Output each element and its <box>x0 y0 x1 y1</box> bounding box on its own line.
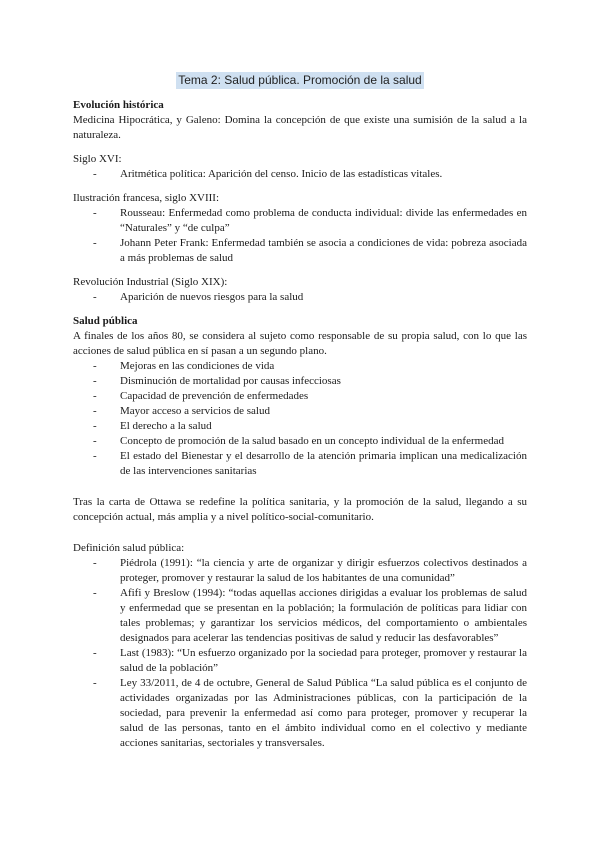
list-item: - Mayor acceso a servicios de salud <box>73 404 527 419</box>
list-item: - Piédrola (1991): “la ciencia y arte de organizar y dirigir esfuerzos colectivos destinados a proteger, promover y restaurar la salud de los habitantes de una comunidad” <box>73 556 527 586</box>
list-item: - Rousseau: Enfermedad como problema de conducta individual: divide las enfermedades en “Naturales” y “de culpa” <box>73 206 527 236</box>
paragraph-finales-80: A finales de los años 80, se considera al sujeto como responsable de su propia salud, con lo que las acciones de salud pública en sí pasan a un segundo plano. <box>73 330 527 357</box>
list-item: - Last (1983): “Un esfuerzo organizado por la sociedad para proteger, promover y restaurar la salud de la población” <box>73 646 527 676</box>
list-item: - Capacidad de prevención de enfermedades <box>73 389 527 404</box>
list-item: - Aritmética política: Aparición del censo. Inicio de las estadísticas vitales. <box>73 167 527 182</box>
list-item: - Johann Peter Frank: Enfermedad también se asocia a condiciones de vida: pobreza asociada a más problemas de salud <box>73 236 527 266</box>
list-item: - Aparición de nuevos riesgos para la salud <box>73 290 527 305</box>
list-item: - Disminución de mortalidad por causas infecciosas <box>73 374 527 389</box>
heading-salud-publica: Salud pública <box>73 315 138 327</box>
list-item: - Afifi y Breslow (1994): “todas aquellas acciones dirigidas a evaluar los problemas de salud y enfermedad que se presentan en la población; la formulación de políticas para lidiar con tales problemas; y garantizar los servicios médicos, del comportamiento o ambientales designados para acelerar las tendencias positivas de salud y reducir las desfavorables” <box>73 586 527 646</box>
list-item: - Concepto de promoción de la salud basado en un concepto individual de la enfermedad <box>73 434 527 449</box>
paragraph-hipocratica: Medicina Hipocrática, y Galeno: Domina la concepción de que existe una sumisión de la salud a la naturaleza. <box>73 114 527 141</box>
list-item: - Ley 33/2011, de 4 de octubre, General de Salud Pública “La salud pública es el conjunto de actividades organizadas por las Administraciones públicas, con la participación de la sociedad, para prevenir la enfermedad así como para proteger, promover y recuperar la salud de las personas, tanto en el ámbito individual como en el colectivo y mediante acciones sanitarias, sectoriales y transversales. <box>73 676 527 751</box>
list-item: - El estado del Bienestar y el desarrollo de la atención primaria implican una medicalización de las intervenciones sanitarias <box>73 449 527 479</box>
list-salud-publica <box>73 359 527 479</box>
list-siglo-xvi <box>73 167 527 182</box>
page-title: Tema 2: Salud pública. Promoción de la salud <box>178 73 422 87</box>
list-ilustracion <box>73 206 527 266</box>
label-revolucion: Revolución Industrial (Siglo XIX): <box>73 276 228 288</box>
label-ilustracion: Ilustración francesa, siglo XVIII: <box>73 192 220 204</box>
title-wrap <box>73 72 527 89</box>
label-definicion: Definición salud pública: <box>73 542 185 554</box>
list-revolucion <box>73 290 527 305</box>
label-siglo-xvi: Siglo XVI: <box>73 153 122 165</box>
list-item: - El derecho a la salud <box>73 419 527 434</box>
heading-evolucion: Evolución histórica <box>73 99 164 111</box>
document-page <box>73 72 527 751</box>
list-item: - Mejoras en las condiciones de vida <box>73 359 527 374</box>
list-definiciones <box>73 556 527 751</box>
paragraph-ottawa: Tras la carta de Ottawa se redefine la política sanitaria, y la promoción de la salud, llegando a su concepción actual, más amplia y a nivel político-social-comunitario. <box>73 496 527 523</box>
